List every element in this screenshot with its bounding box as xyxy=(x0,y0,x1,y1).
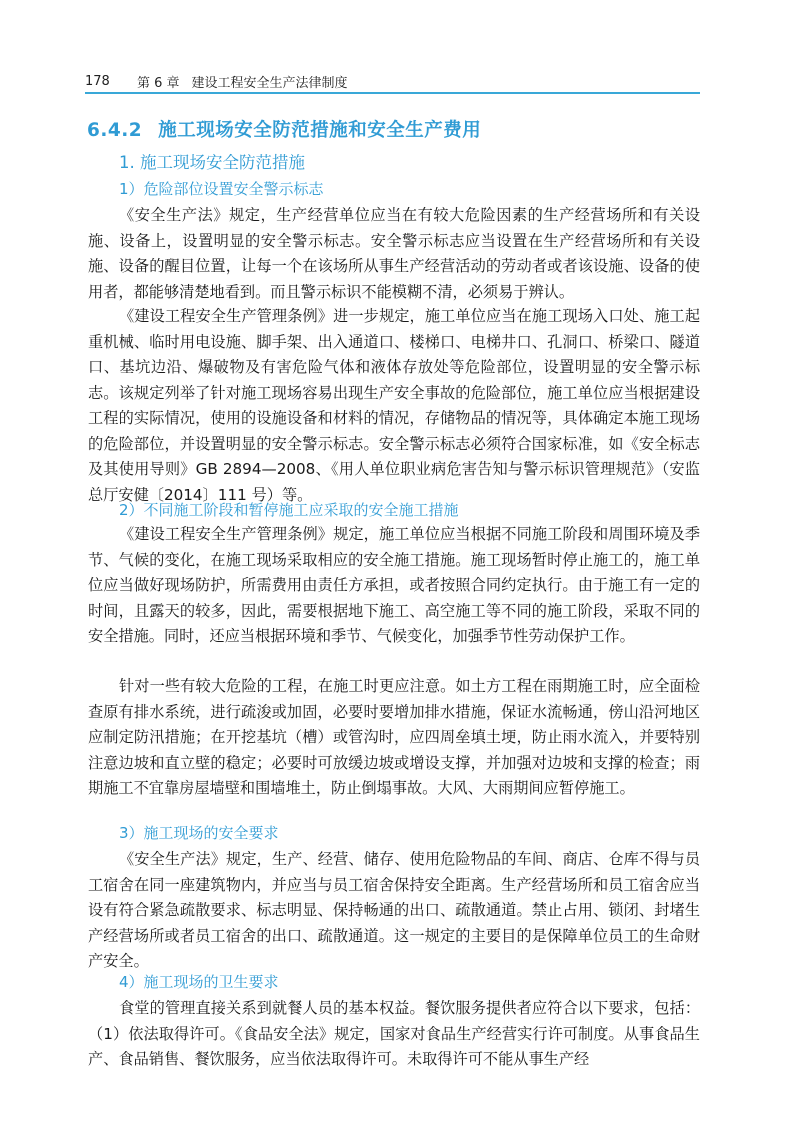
running-header xyxy=(85,70,700,92)
item-heading-3: 3）施工现场的安全要求 xyxy=(119,824,279,842)
item-heading-1: 1）危险部位设置安全警示标志 xyxy=(119,180,324,198)
chapter-title: 建设工程安全生产法律制度 xyxy=(191,75,348,91)
header-rule xyxy=(85,92,700,94)
paragraph: 《安全生产法》规定，生产经营单位应当在有较大危险因素的生产经营场所和有关设施、设备上，设置明显的安全警示标志。安全警示标志应当设置在生产经营场所和有关设施、设备的醒目位置，让每一个在该场所从事生产经营活动的劳动者或者该设施、设备的使用者，都能够清楚地看到。而且警示标识不能模糊不清，必须易于辨认。 xyxy=(88,206,700,301)
paragraph: 食堂的管理直接关系到就餐人员的基本权益。餐饮服务提供者应符合以下要求，包括：（1）依法取得许可。《食品安全法》规定，国家对食品生产经营实行许可制度。从事食品生产、食品销售、餐饮服务，应当依法取得许可。未取得许可不能从事生产经 xyxy=(88,999,700,1068)
subsection-heading: 1. 施工现场安全防范措施 xyxy=(119,153,305,172)
section-number: 6.4.2 xyxy=(87,120,143,141)
paragraph: 《安全生产法》规定，生产、经营、储存、使用危险物品的车间、商店、仓库不得与员工宿舍在同一座建筑物内，并应当与员工宿舍保持安全距离。生产经营场所和员工宿舍应当设有符合紧急疏散要求、标志明显、保持畅通的出口、疏散通道。禁止占用、锁闭、封堵生产经营场所或者员工宿舍的出口、疏散通道。这一规定的主要目的是保障单位员工的生命财产安全。 xyxy=(88,850,700,970)
item-heading-2: 2）不同施工阶段和暂停施工应采取的安全施工措施 xyxy=(119,501,459,519)
paragraph: 《建设工程安全生产管理条例》规定，施工单位应当根据不同施工阶段和周围环境及季节、气候的变化，在施工现场采取相应的安全施工措施。施工现场暂时停止施工的，施工单位应当做好现场防护，所需费用由责任方承担，或者按照合同约定执行。由于施工有一定的时间，且露天的较多，因此，需要根据地下施工、高空施工等不同的施工阶段，采取不同的安全措施。同时，还应当根据环境和季节、气候变化，加强季节性劳动保护工作。 xyxy=(88,525,700,645)
page-number: 178 xyxy=(85,73,110,89)
section-heading xyxy=(87,116,481,142)
section-title: 施工现场安全防范措施和安全生产费用 xyxy=(158,120,482,141)
paragraph: 《建设工程安全生产管理条例》进一步规定，施工单位应当在施工现场入口处、施工起重机械、临时用电设施、脚手架、出入通道口、楼梯口、电梯井口、孔洞口、桥梁口、隧道口、基坑边沿、爆破物及有害危险气体和液体存放处等危险部位，设置明显的安全警示标志。该规定列举了针对施工现场容易出现生产安全事故的危险部位，施工单位应当根据建设工程的实际情况，使用的设施设备和材料的情况，存储物品的情况等，具体确定本施工现场的危险部位，并设置明显的安全警示标志。安全警示标志必须符合国家标准，如《安全标志及其使用导则》GB 2894—2008、《用人单位职业病危害告知与警示标识管理规范》（安监总厅安健〔2014〕111 号）等。 xyxy=(88,307,700,504)
chapter-label: 第 6 章 xyxy=(137,75,180,91)
paragraph: 针对一些有较大危险的工程，在施工时更应注意。如土方工程在雨期施工时，应全面检查原有排水系统，进行疏浚或加固，必要时要增加排水措施，保证水流畅通，傍山沿河地区应制定防汛措施；在开挖基坑（槽）或管沟时，应四周垒填土埂，防止雨水流入，并要特别注意边坡和直立壁的稳定；必要时可放缓边坡或增设支撑，并加强对边坡和支撑的检查；雨期施工不宜靠房屋墙壁和围墙堆土，防止倒塌事故。大风、大雨期间应暂停施工。 xyxy=(88,677,700,797)
item-heading-4: 4）施工现场的卫生要求 xyxy=(119,973,279,991)
